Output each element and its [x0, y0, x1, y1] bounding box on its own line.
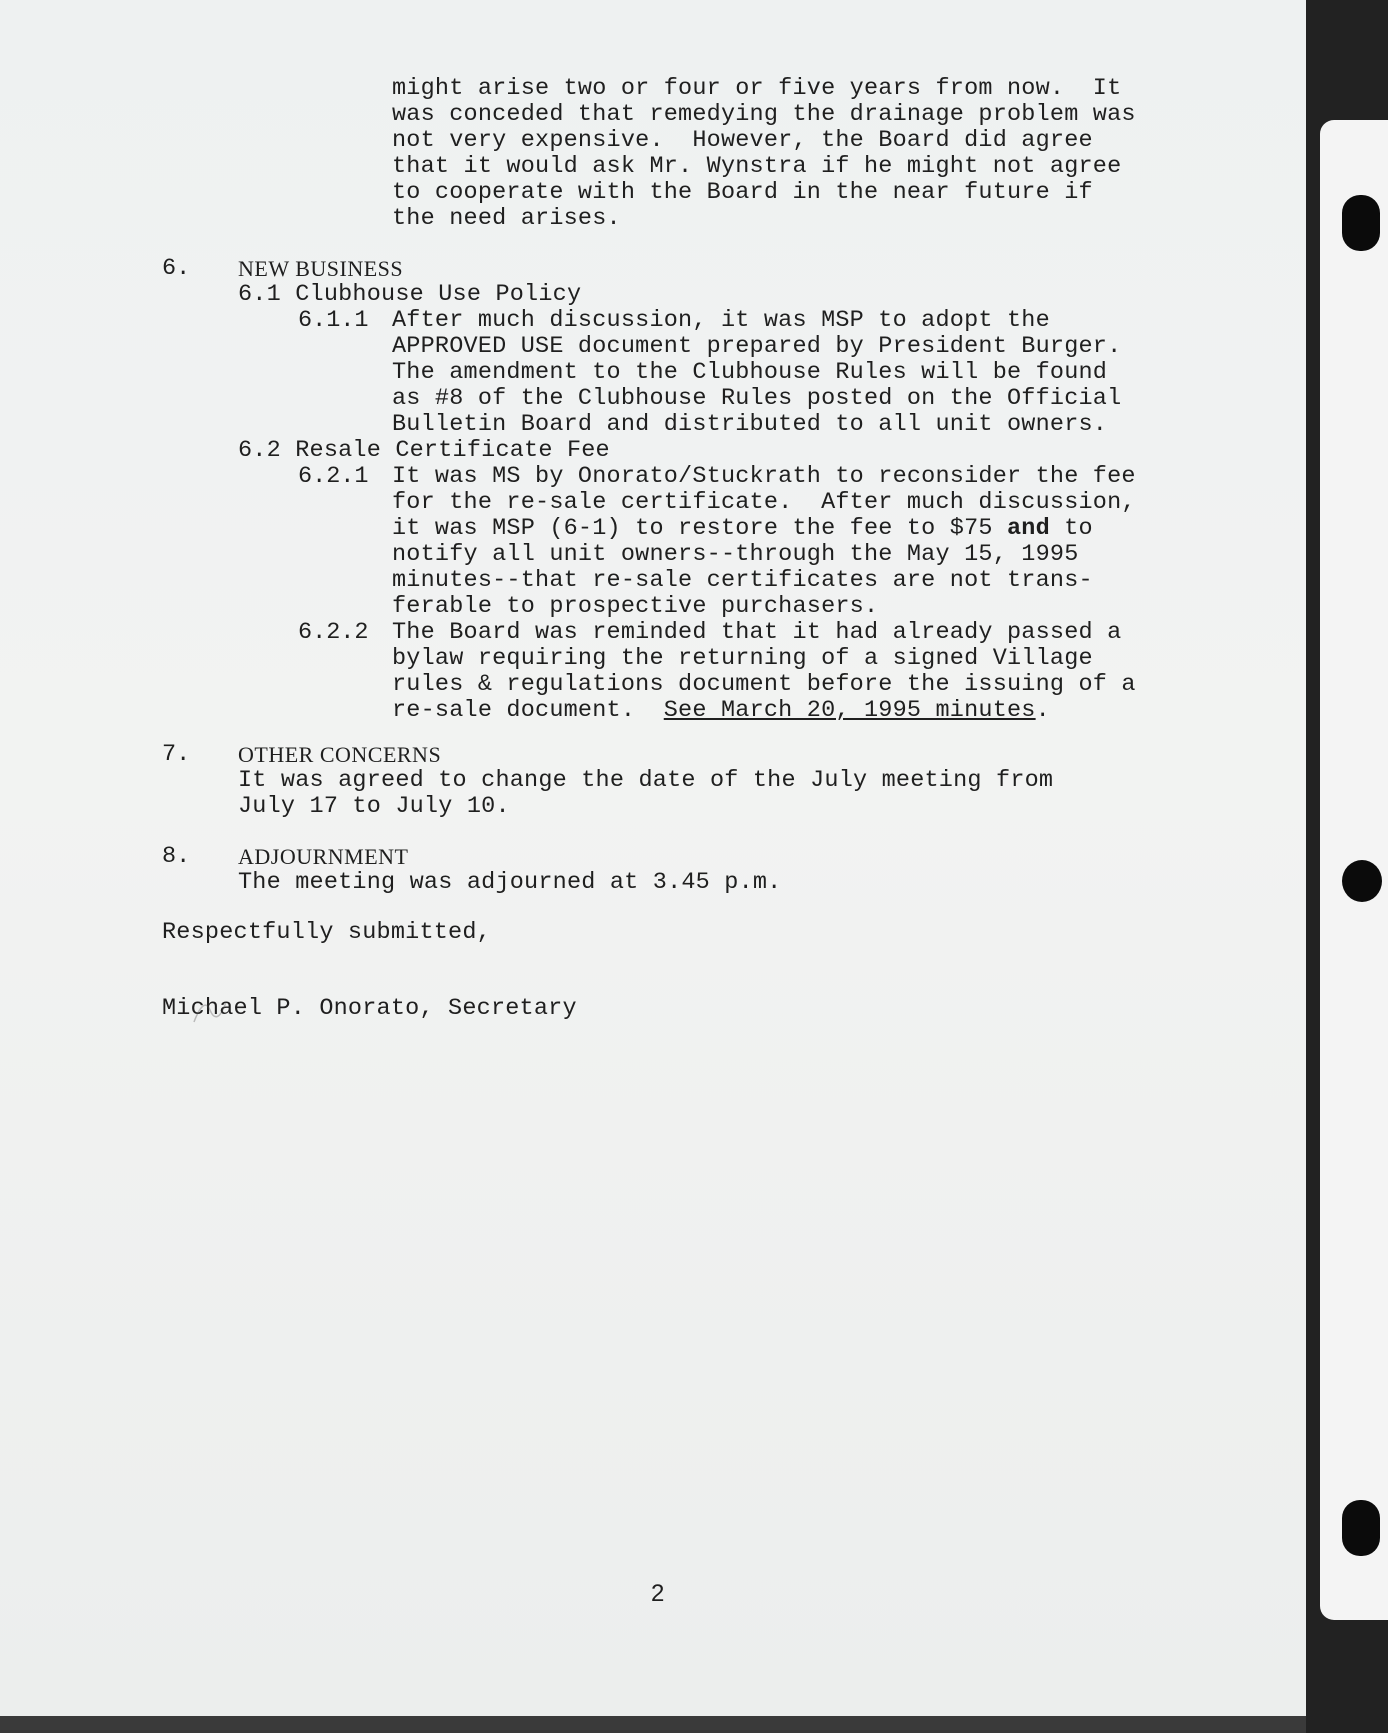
scanner-edge [0, 1716, 1306, 1733]
section-number: 6. [162, 255, 191, 282]
intro-line: to cooperate with the Board in the near future if [392, 179, 1093, 206]
item-line: rules & regulations document before the issuing of a [392, 671, 1136, 698]
page-number: 2 [651, 1580, 665, 1607]
item-line: Bulletin Board and distributed to all unit owners. [392, 411, 1108, 438]
intro-line: was conceded that remedying the drainage problem was [392, 101, 1136, 128]
intro-line: that it would ask Mr. Wynstra if he might not agree [392, 153, 1122, 180]
intro-line: the need arises. [392, 205, 621, 232]
item-line: for the re-sale certificate. After much discussion, [392, 489, 1136, 516]
item-text: . [1035, 697, 1050, 724]
item-text: it was MSP (6-1) to restore the fee to $75 [392, 515, 1007, 542]
section-line: It was agreed to change the date of the July meeting from [238, 767, 1054, 794]
item-line: bylaw requiring the returning of a signed Village [392, 645, 1093, 672]
item-line: The Board was reminded that it had already passed a [392, 619, 1122, 646]
item-line: It was MS by Onorato/Stuckrath to reconsider the fee [392, 463, 1136, 490]
signature-mark [190, 996, 230, 1026]
item-line: minutes--that re-sale certificates are not trans- [392, 567, 1093, 594]
section-number: 8. [162, 843, 191, 870]
item-line: notify all unit owners--through the May 15, 1995 [392, 541, 1079, 568]
item-number: 6.2.2 [298, 619, 369, 646]
item-line: The amendment to the Clubhouse Rules will be found [392, 359, 1108, 386]
item-line: ferable to prospective purchasers. [392, 593, 879, 620]
item-line [392, 698, 1050, 724]
item-line [392, 516, 1093, 542]
signature-line: Michael P. Onorato, Secretary [162, 995, 577, 1022]
bold-text: and [1007, 515, 1050, 542]
item-line: APPROVED USE document prepared by President Burger. [392, 333, 1122, 360]
punch-hole [1342, 1500, 1380, 1556]
item-line: as #8 of the Clubhouse Rules posted on the Official [392, 385, 1122, 412]
section-heading: OTHER CONCERNS [238, 742, 442, 767]
intro-line: might arise two or four or five years from now. It [392, 75, 1122, 102]
section-heading: NEW BUSINESS [238, 256, 404, 281]
section-line: July 17 to July 10. [238, 793, 510, 820]
minutes-reference: See March 20, 1995 minutes [663, 697, 1036, 724]
section-line: The meeting was adjourned at 3.45 p.m. [238, 869, 782, 896]
closing: Respectfully submitted, [162, 919, 491, 946]
item-text: to [1049, 515, 1093, 542]
item-number: 6.1.1 [298, 307, 369, 334]
intro-line: not very expensive. However, the Board did agree [392, 127, 1093, 154]
item-number: 6.2.1 [298, 463, 369, 490]
subsection-heading: 6.1 Clubhouse Use Policy [238, 281, 582, 308]
item-line: After much discussion, it was MSP to adopt the [392, 307, 1050, 334]
section-heading: ADJOURNMENT [238, 844, 409, 869]
binder-sleeve [1306, 0, 1388, 1733]
sleeve-strip [1320, 120, 1388, 1620]
punch-hole [1342, 195, 1380, 251]
section-number: 7. [162, 741, 191, 768]
punch-hole [1342, 860, 1382, 902]
subsection-heading: 6.2 Resale Certificate Fee [238, 437, 610, 464]
item-text: re-sale document. [392, 697, 664, 724]
